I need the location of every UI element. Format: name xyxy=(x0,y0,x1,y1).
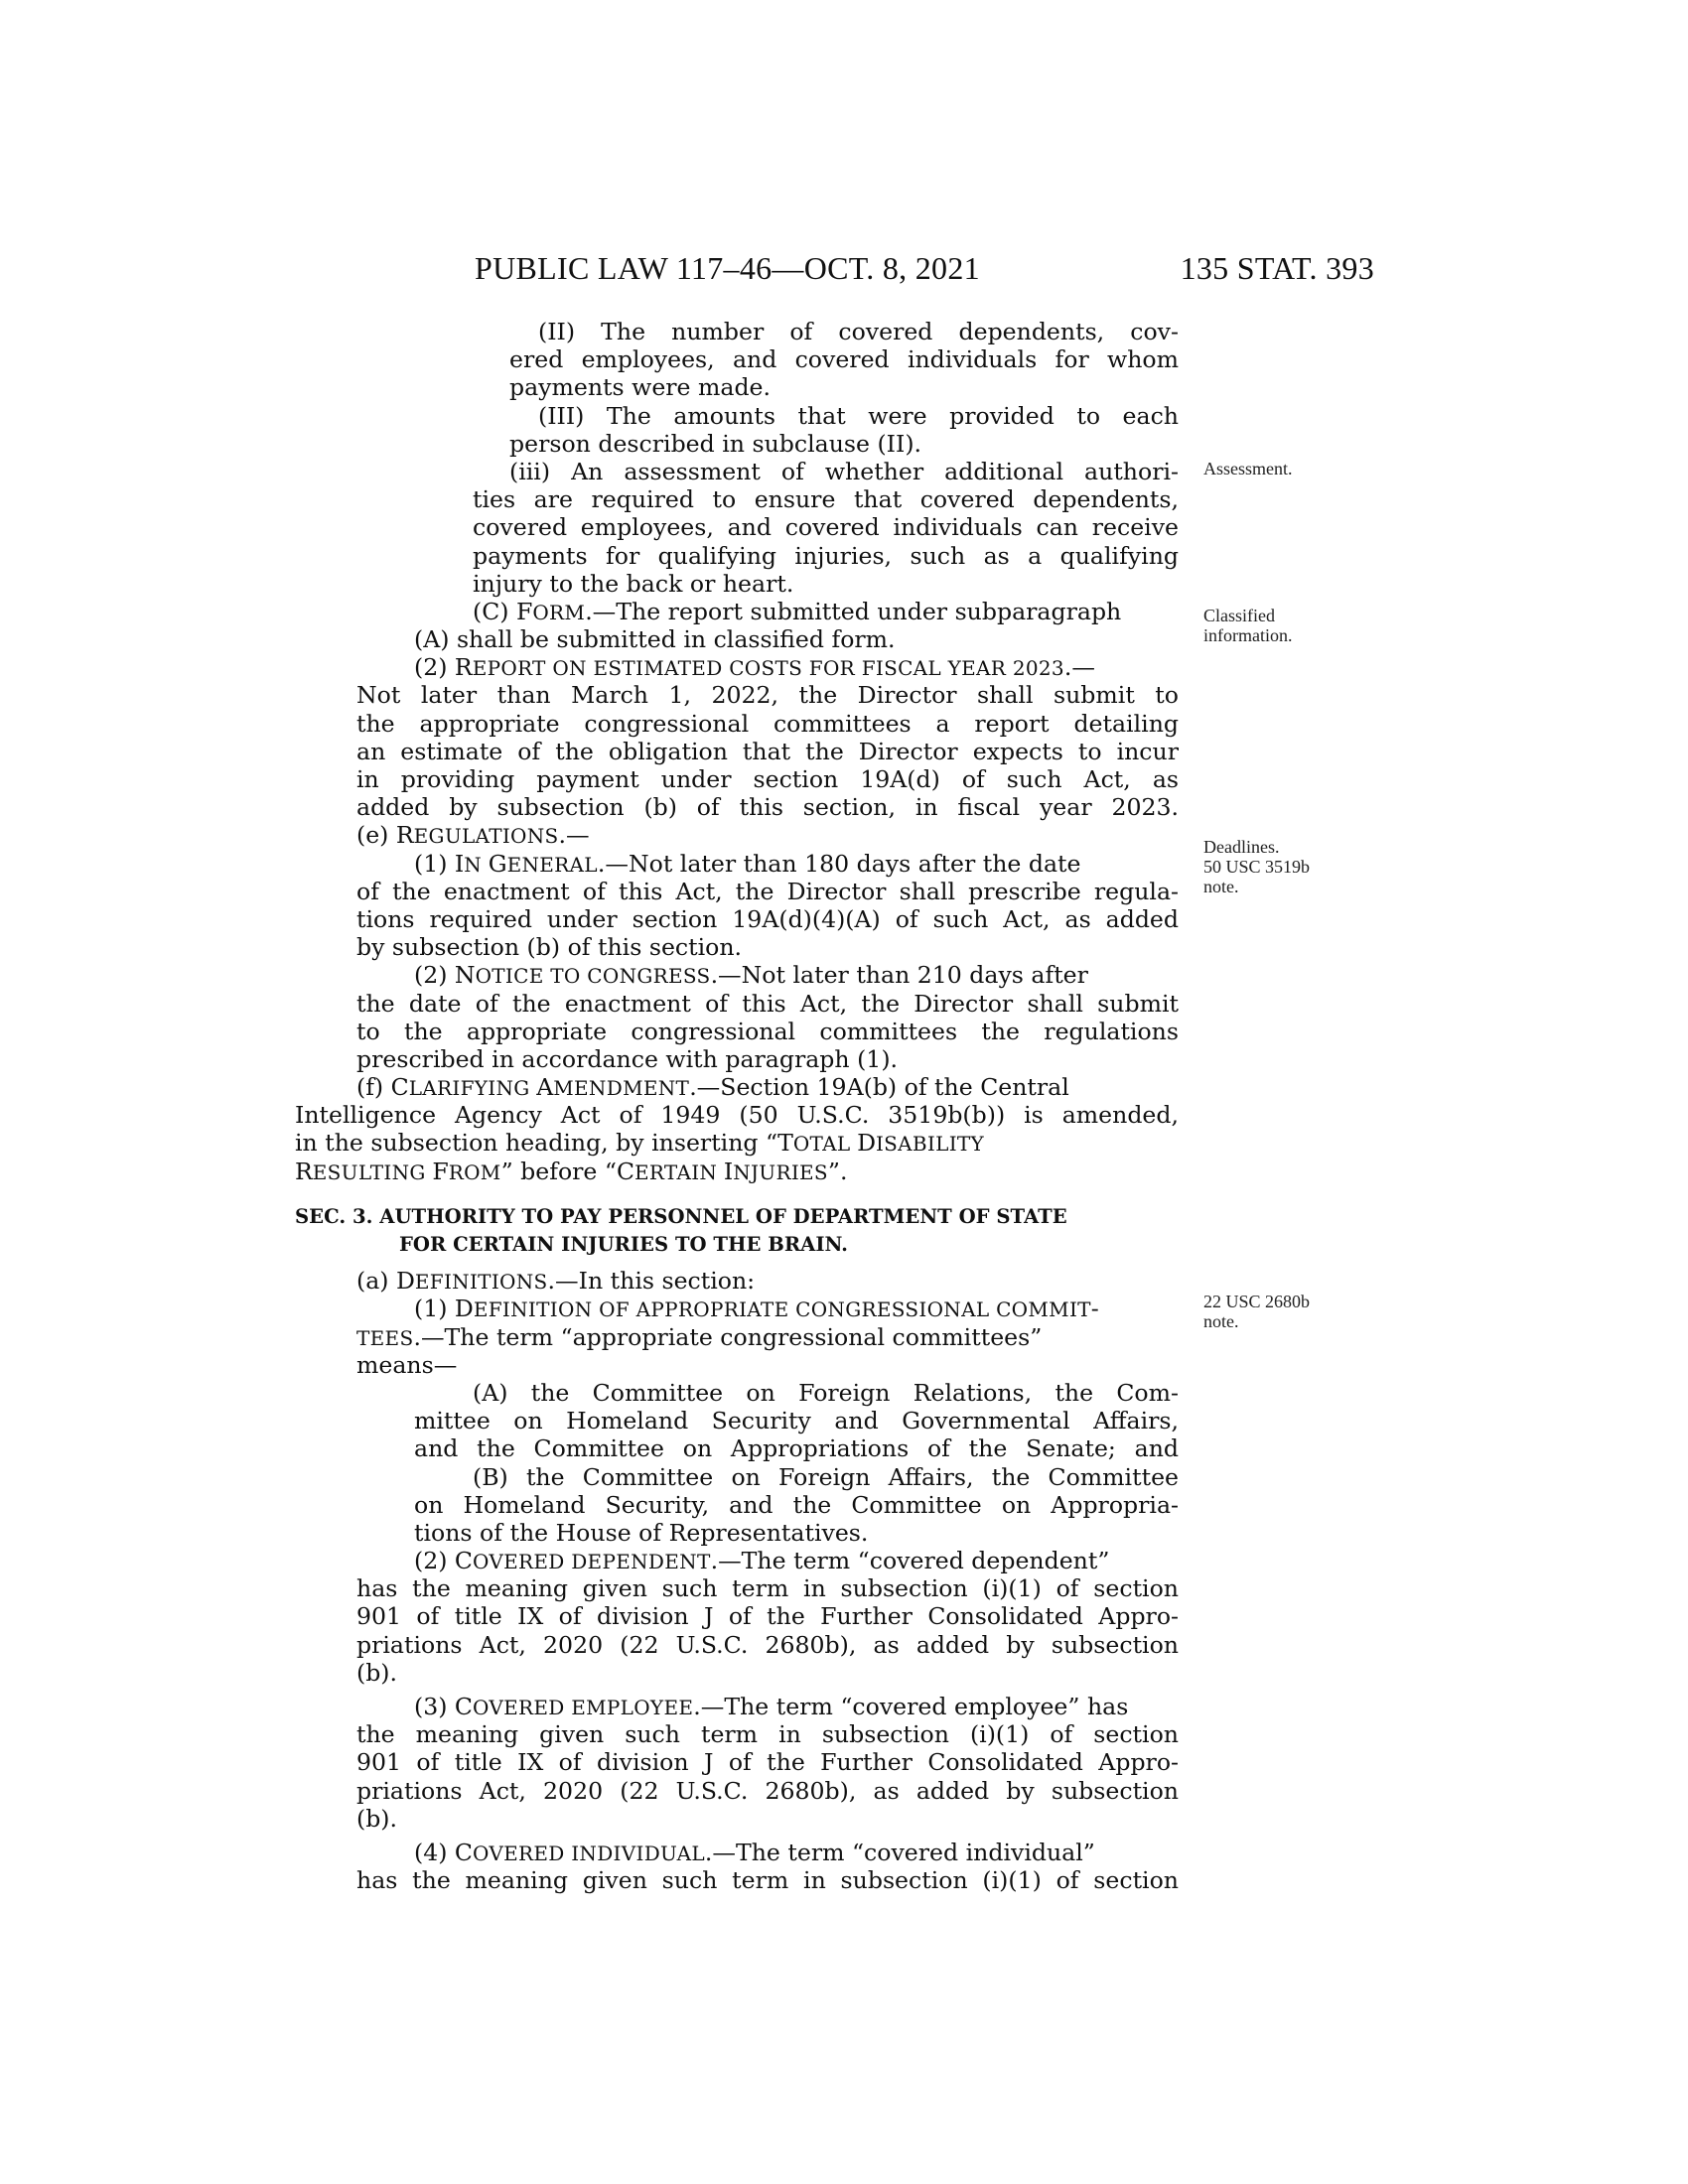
text-line: and the Committee on Appropriations of the Senate; and xyxy=(414,1434,1179,1463)
text-line: 901 of title IX of division J of the Further Consolidated Appro- xyxy=(356,1748,1179,1777)
text-line: (b). xyxy=(356,1658,398,1687)
text-line: has the meaning given such term in subsection (i)(1) of section xyxy=(356,1574,1179,1603)
margin-note-classified: Classified information. xyxy=(1203,606,1293,645)
text-line: person described in subclause (II). xyxy=(509,429,922,458)
text-line: ered employees, and covered individuals for whom xyxy=(509,345,1179,374)
text-line: (2) NOTICE TO CONGRESS.—Not later than 210 days after xyxy=(414,961,1088,990)
text-line: (II) The number of covered dependents, cov- xyxy=(538,318,1179,345)
text-line: payments were made. xyxy=(509,373,772,402)
statute-body xyxy=(295,318,1179,1894)
text-line: (C) FORM.—The report submitted under subparagraph xyxy=(473,597,1122,625)
text-line: (e) REGULATIONS.— xyxy=(356,821,590,850)
running-head xyxy=(475,250,1374,290)
text-line: (A) shall be submitted in classified form. xyxy=(414,625,896,654)
text-line: injury to the back or heart. xyxy=(473,569,794,598)
text-line: has the meaning given such term in subsection (i)(1) of section xyxy=(356,1866,1179,1895)
section-heading: SEC. 3. AUTHORITY TO PAY PERSONNEL OF DEPARTMENT OF STATE xyxy=(295,1204,1067,1228)
text-line: the appropriate congressional committees a report detailing xyxy=(356,709,1179,738)
text-line: payments for qualifying injuries, such as a qualifying xyxy=(473,541,1179,570)
text-line: in providing payment under section 19A(d) of such Act, as xyxy=(356,765,1179,793)
margin-note-assessment: Assessment. xyxy=(1203,459,1293,478)
text-line: RESULTING FROM” before “CERTAIN INJURIES”. xyxy=(295,1157,848,1185)
text-line: added by subsection (b) of this section, in fiscal year 2023. xyxy=(356,793,1179,822)
text-line: Not later than March 1, 2022, the Director shall submit to xyxy=(356,681,1179,710)
text-line: ties are required to ensure that covered dependents, xyxy=(473,485,1179,514)
text-line: (2) COVERED DEPENDENT.—The term “covered dependent” xyxy=(414,1547,1110,1575)
section-heading: FOR CERTAIN INJURIES TO THE BRAIN. xyxy=(399,1233,848,1256)
text-line: on Homeland Security, and the Committee on Appropria- xyxy=(414,1490,1179,1519)
text-line: the date of the enactment of this Act, the Director shall submit xyxy=(356,989,1179,1018)
text-line: an estimate of the obligation that the Director expects to incur xyxy=(356,737,1179,765)
text-line: (1) IN GENERAL.—Not later than 180 days after the date xyxy=(414,849,1081,878)
text-line: (2) REPORT ON ESTIMATED COSTS FOR FISCAL YEAR 2023.— xyxy=(414,653,1096,682)
text-line: prescribed in accordance with paragraph (1). xyxy=(356,1044,899,1073)
text-line: tions required under section 19A(d)(4)(A) of such Act, as added xyxy=(356,904,1179,933)
text-line: priations Act, 2020 (22 U.S.C. 2680b), as added by subsection xyxy=(356,1776,1179,1805)
text-line: tions of the House of Representatives. xyxy=(414,1518,869,1547)
text-line: (B) the Committee on Foreign Affairs, the Committee xyxy=(473,1462,1179,1491)
text-line: of the enactment of this Act, the Director shall prescribe regula- xyxy=(356,877,1179,905)
text-line: means— xyxy=(356,1350,458,1379)
text-line: mittee on Homeland Security and Governmental Affairs, xyxy=(414,1407,1179,1435)
text-line: TEES.—The term “appropriate congressional committees” xyxy=(356,1322,1043,1351)
text-line: (a) DEFINITIONS.—In this section: xyxy=(356,1267,756,1296)
text-line: to the appropriate congressional committees the regulations xyxy=(356,1017,1179,1045)
text-line: (4) COVERED INDIVIDUAL.—The term “covered individual” xyxy=(414,1838,1095,1866)
text-line: (III) The amounts that were provided to each xyxy=(538,401,1179,430)
public-law-title: PUBLIC LAW 117–46—OCT. 8, 2021 xyxy=(475,250,980,286)
margin-note-22-usc-2680b: 22 USC 2680b note. xyxy=(1203,1292,1311,1331)
text-line: 901 of title IX of division J of the Further Consolidated Appro- xyxy=(356,1602,1179,1631)
text-line: (f) CLARIFYING AMENDMENT.—Section 19A(b) of the Central xyxy=(356,1073,1069,1102)
text-line: (3) COVERED EMPLOYEE.—The term “covered employee” has xyxy=(414,1693,1129,1720)
text-line: the meaning given such term in subsection (i)(1) of section xyxy=(356,1720,1179,1749)
text-line: in the subsection heading, by inserting “TOTAL DISABILITY xyxy=(295,1129,985,1158)
statute-page-number: 135 STAT. 393 xyxy=(1180,250,1374,286)
text-line: (iii) An assessment of whether additional authori- xyxy=(509,457,1179,485)
text-line: (1) DEFINITION OF APPROPRIATE CONGRESSIONAL COMMIT- xyxy=(414,1295,1099,1323)
text-line: priations Act, 2020 (22 U.S.C. 2680b), as added by subsection xyxy=(356,1630,1179,1659)
text-line: covered employees, and covered individuals can receive xyxy=(473,513,1179,542)
text-line: by subsection (b) of this section. xyxy=(356,933,743,962)
text-line: (A) the Committee on Foreign Relations, the Com- xyxy=(473,1378,1179,1407)
margin-note-deadlines: Deadlines. 50 USC 3519b note. xyxy=(1203,837,1311,896)
text-line: Intelligence Agency Act of 1949 (50 U.S.C. 3519b(b)) is amended, xyxy=(295,1101,1179,1130)
text-line: (b). xyxy=(356,1804,398,1833)
